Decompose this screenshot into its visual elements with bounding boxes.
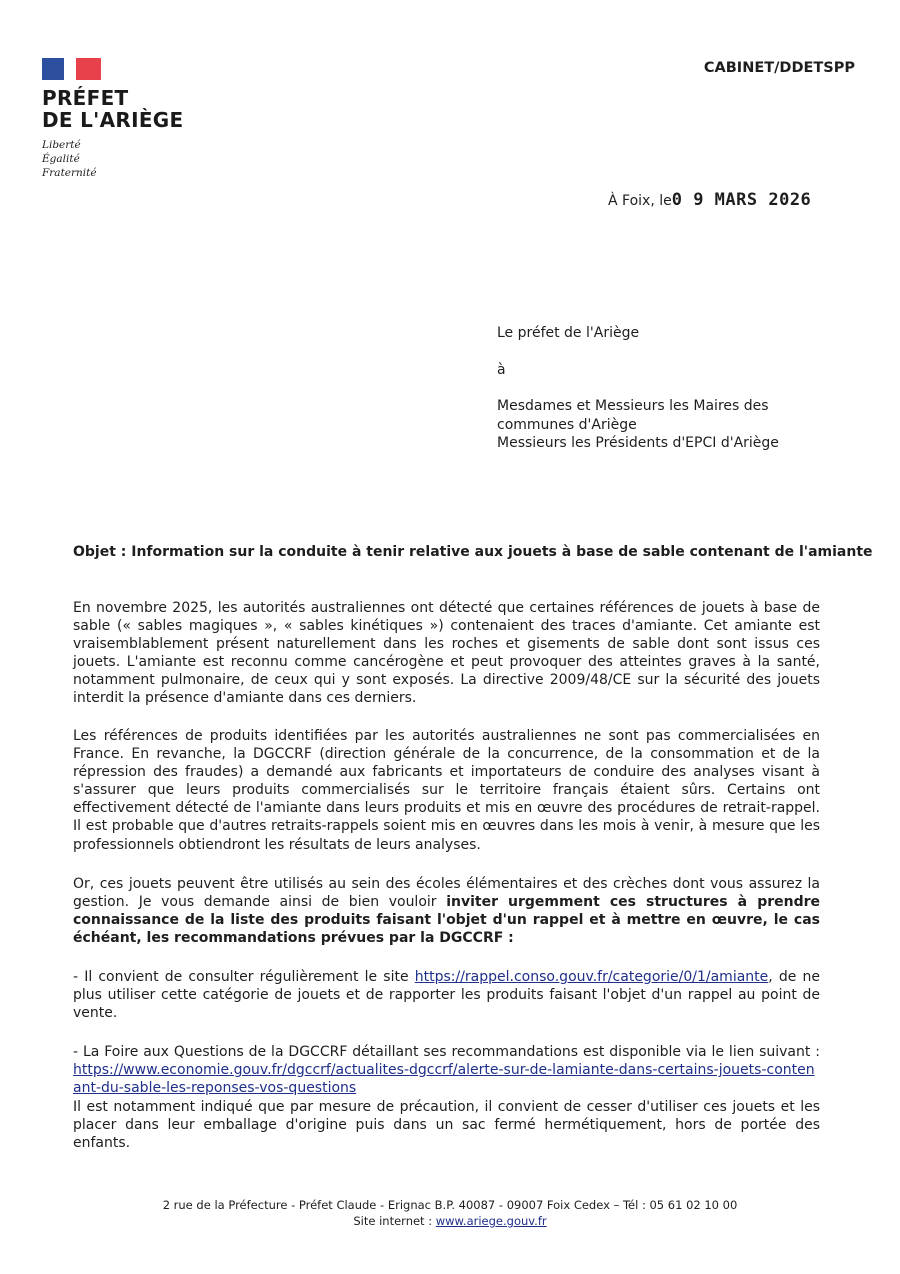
date-line	[608, 190, 811, 210]
site-label: Site internet :	[353, 1214, 436, 1228]
faq-dgccrf-link[interactable]: https://www.economie.gouv.fr/dgccrf/actualites-dgccrf/alerte-sur-de-lamiante-dans-certains-jouets-contenant-du-sable-les-reponses-vos-questions	[73, 1062, 815, 1097]
service-reference: CABINET/DDETSPP	[703, 60, 855, 76]
footer-site	[0, 1213, 900, 1229]
paragraph-1: En novembre 2025, les autorités australiennes ont détecté que certaines références de jouets à base de sable (« sables magiques », « sables kinétiques ») contenaient des traces d'amiante. Cet amiante est vraisemblablement présent naturellement dans les roches et gisements de sable dont sont issus ces jouets. L'amiante est reconnu comme cancérogène et peut provoquer des atteintes graves à la santé, notamment pulmonaire, de ceux qui y sont exposés. La directive 2009/48/CE sur la sécurité des jouets interdit la présence d'amiante dans ces derniers.	[73, 600, 820, 707]
paragraph-6: Il est notamment indiqué que par mesure de précaution, il convient de cesser d'utiliser ces jouets et les placer dans leur emballage d'origine puis dans un sac fermé hermétiquement, hors de portée des enfants.	[73, 1099, 820, 1152]
paragraph-text: - La Foire aux Questions de la DGCCRF détaillant ses recommandations est disponible via le lien suivant :	[73, 1044, 820, 1060]
paragraph-2: Les références de produits identifiées par les autorités australiennes ne sont pas commercialisées en France. En revanche, la DGCCRF (direction générale de la concurrence, de la consommation et de la répression des fraudes) a demandé aux fabricants et importateurs de conduire des analyses visant à s'assurer que leurs produits commercialisés sur le territoire français étaient sûrs. Certains ont effectivement détecté de l'amiante dans leurs produits et mis en œuvre des procédures de retrait-rappel. Il est probable que d'autres retraits-rappels soient mis en œuvres dans les mois à venir, à mesure que les professionnels obtiendront les résultats de leurs analyses.	[73, 728, 820, 853]
date-prefix: À Foix, le	[608, 193, 672, 209]
marianne-logo	[42, 58, 101, 80]
instruction-bold: inviter urgemment ces structures à prendre connaissance de la liste des produits faisant l'objet d'un rappel et à mettre en œuvre, le cas échéant, les recommandations prévues par la DGCCRF :	[73, 894, 821, 947]
rappel-conso-link[interactable]: https://rappel.conso.gouv.fr/categorie/0/1/amiante	[414, 969, 769, 985]
footer-address: 2 rue de la Préfecture - Préfet Claude - Erignac B.P. 40087 - 09007 Foix Cedex – Tél : 05 61 02 10 00	[162, 1198, 738, 1212]
sender: Le préfet de l'Ariège	[497, 325, 640, 341]
motto-line: Fraternité	[42, 167, 97, 179]
prefecture-name	[42, 87, 183, 131]
to-word: à	[497, 361, 506, 378]
motto-line: Liberté	[42, 139, 81, 151]
recipient-block	[497, 324, 779, 453]
date-stamp: 0 9 MARS 2026	[671, 190, 812, 210]
paragraph-text: - Il convient de consulter régulièrement le site	[73, 969, 415, 985]
paragraph-text: Or, ces jouets peuvent être utilisés au sein des écoles élémentaires et des crèches dont vous assurez la gestion. Je vous demande ainsi de bien vouloir	[73, 876, 820, 911]
subject-line: Objet : Information sur la conduite à tenir relative aux jouets à base de sable contenant de l'amiante	[73, 544, 873, 560]
logo-line: DE L'ARIÈGE	[42, 108, 184, 132]
recipient-line: Messieurs les Présidents d'EPCI d'Ariège	[497, 435, 779, 451]
recipient-line: Mesdames et Messieurs les Maires des	[497, 398, 769, 414]
recipient-line: communes d'Ariège	[497, 416, 637, 433]
motto-line: Égalité	[42, 153, 80, 165]
paragraph-3	[73, 875, 820, 947]
paragraph-4	[73, 968, 820, 1022]
site-link[interactable]: www.ariege.gouv.fr	[435, 1214, 547, 1228]
paragraph-text: , de ne plus utiliser cette catégorie de jouets et de rapporter les produits faisant l'objet d'un rappel au point de vente.	[73, 969, 821, 1022]
paragraph-5	[73, 1043, 820, 1097]
motto	[42, 138, 97, 180]
footer	[0, 1197, 900, 1229]
logo-line: PRÉFET	[42, 86, 129, 110]
